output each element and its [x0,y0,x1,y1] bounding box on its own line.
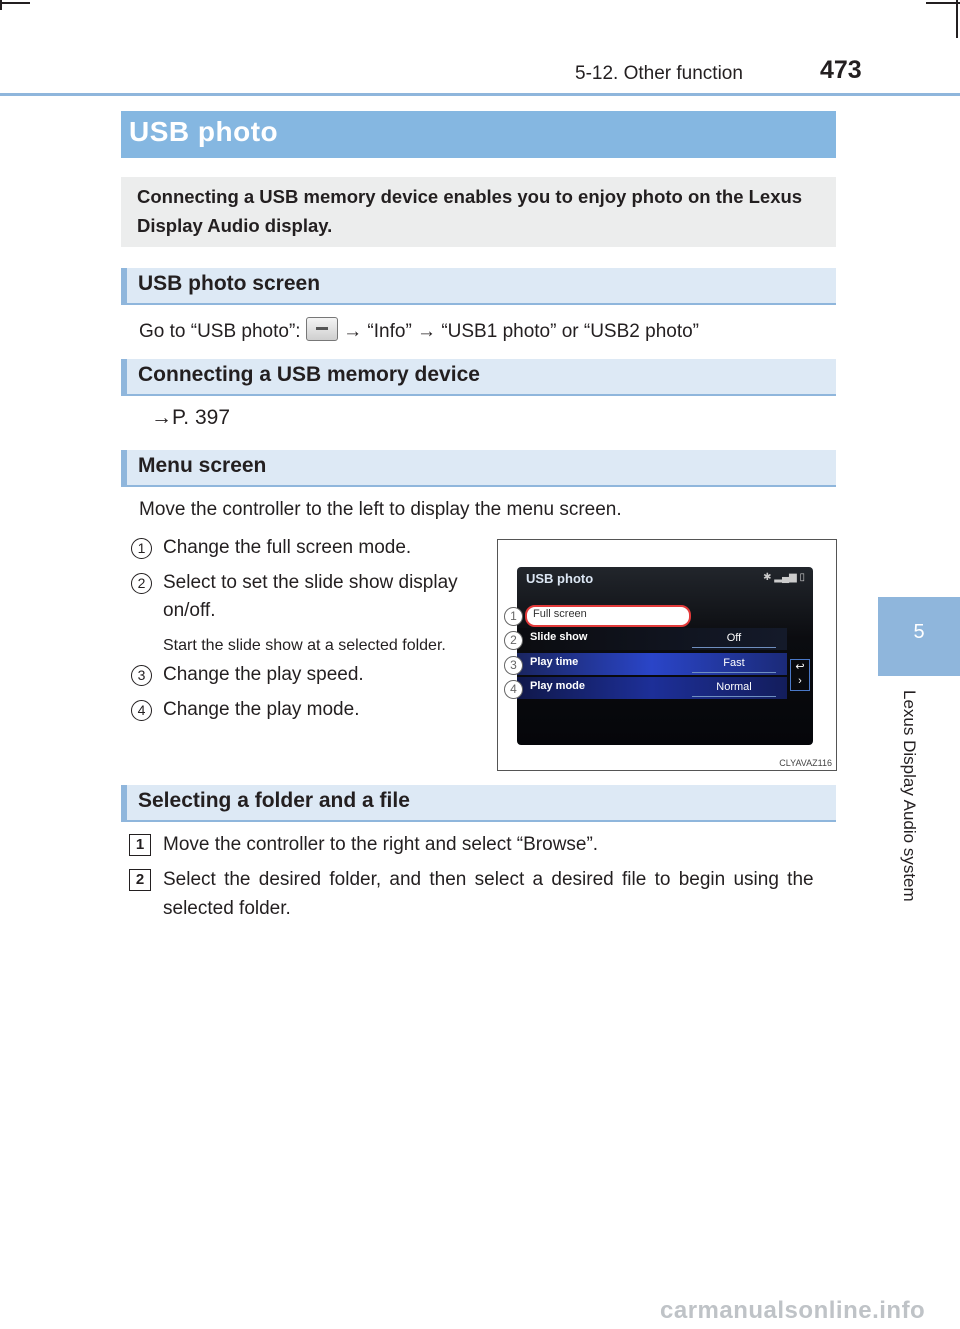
section-heading-text: Menu screen [138,454,267,477]
screen-row-play-time [517,653,787,675]
chapter-number: 5 [913,621,925,643]
section-heading-text: Connecting a USB memory device [138,363,480,386]
figure-code: CLYAVAZ116 [779,758,832,768]
screen-row-full-screen [517,604,787,626]
step-text: Move the controller to the right and select “Browse”. [163,834,599,855]
menu-item-note: Start the slide show at a selected folder. [163,637,446,654]
section-heading-menu [121,450,836,487]
menu-item-text-cont: on/off. [163,600,216,621]
callout-marker: 2 [504,631,523,650]
row-label: Play mode [530,680,586,692]
intro-text: Connecting a USB memory device enables you to enjoy photo on the Lexus Display Audio display. [137,186,803,236]
section-heading-text: USB photo screen [138,272,321,295]
page-number: 473 [820,56,862,84]
instruction-prefix: Go to “USB photo”: [139,321,301,342]
menu-item-text: Change the play mode. [163,699,360,720]
watermark-url: carmanualsonline.info [660,1297,926,1324]
callout-marker: 3 [504,656,523,675]
chapter-tab [878,597,960,676]
step-text-cont: selected folder. [163,898,291,919]
row-value: Off [692,629,776,648]
status-icons: ✱ ▂▄▆ ▯ [763,572,805,583]
section-heading-screen [121,268,836,305]
row-value: Fast [692,654,776,673]
chapter-label: Lexus Display Audio system [900,690,919,902]
intro-box [121,177,836,247]
page-title-bar [121,111,836,158]
menu-intro: Move the controller to the left to display the menu screen. [139,499,622,520]
callout-marker: 4 [504,680,523,699]
callout-marker: 1 [504,607,523,626]
screen-row-slide-show [517,628,787,650]
screen-title: USB photo [526,571,594,586]
menu-item-text: Change the play speed. [163,664,364,685]
usb-photo-screen-illustration [497,539,837,771]
header-rule [0,93,960,96]
crop-mark [926,2,960,4]
page-title: USB photo [129,116,279,147]
step-text: Select the desired folder, and then select a desired file to begin using the [163,869,814,890]
crop-mark [956,0,958,38]
row-value: Normal [692,678,776,697]
display-screen [517,567,813,745]
crop-mark [0,2,30,4]
back-arrow-icon: ↩ › [790,659,810,691]
menu-button-icon [306,317,338,341]
callout-number: 4 [131,700,152,721]
section-title: 5-12. Other function [575,63,743,84]
section-heading-selecting [121,785,836,822]
row-label: Full screen [533,608,587,620]
step-number: 1 [129,834,151,856]
row-label: Slide show [530,631,588,643]
screen-row-play-mode [517,677,787,699]
row-label: Play time [530,656,579,668]
callout-number: 2 [131,573,152,594]
section-heading-text: Selecting a folder and a file [138,789,410,812]
page-reference: →P. 397 [151,406,231,429]
instruction-suffix: → “Info” → “USB1 photo” or “USB2 photo” [343,321,700,342]
menu-item-text: Change the full screen mode. [163,537,412,558]
callout-number: 1 [131,538,152,559]
step-number: 2 [129,869,151,891]
section-heading-connecting [121,359,836,396]
callout-number: 3 [131,665,152,686]
menu-item-text: Select to set the slide show display [163,572,458,593]
screen-instruction [139,317,699,343]
